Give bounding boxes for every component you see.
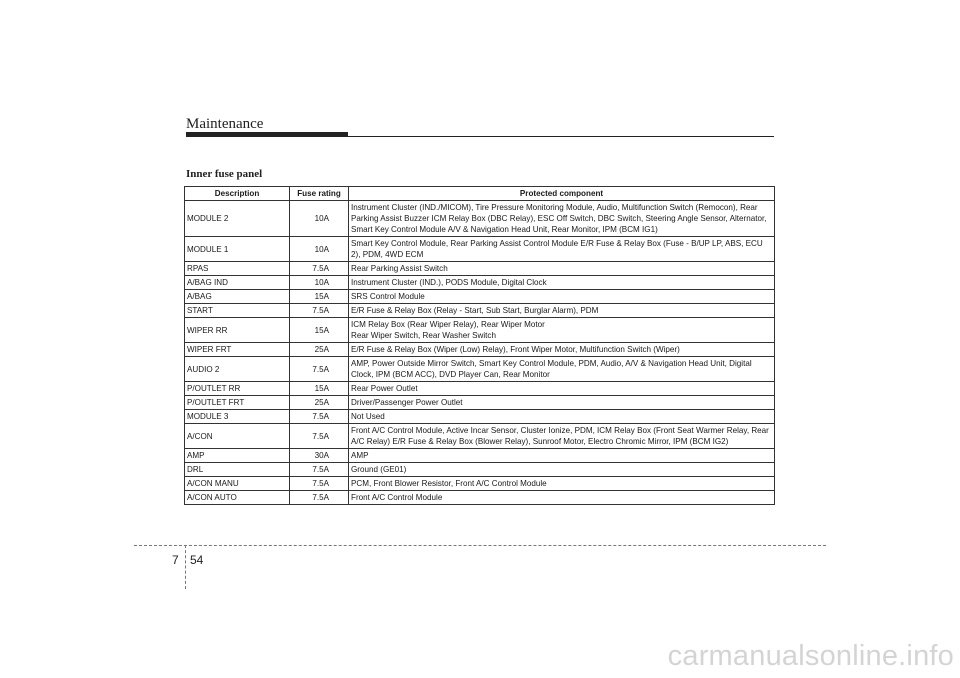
row-fuse-rating: 7.5A [290,491,349,505]
row-description: P/OUTLET RR [185,382,290,396]
row-protected-component: Driver/Passenger Power Outlet [349,396,775,410]
row-description: A/CON [185,424,290,449]
row-protected-component: Front A/C Control Module [349,491,775,505]
header-fuse-rating: Fuse rating [290,187,349,201]
row-description: DRL [185,463,290,477]
row-fuse-rating: 25A [290,396,349,410]
watermark-text: carmanualsonline.info [667,640,954,672]
row-fuse-rating: 15A [290,382,349,396]
row-fuse-rating: 25A [290,343,349,357]
table-row [185,449,775,463]
row-description: MODULE 1 [185,237,290,262]
row-protected-component: E/R Fuse & Relay Box (Relay - Start, Sub Start, Burglar Alarm), PDM [349,304,775,318]
row-description: MODULE 2 [185,201,290,237]
row-description: A/CON MANU [185,477,290,491]
row-fuse-rating: 7.5A [290,463,349,477]
table-row [185,491,775,505]
chapter-number: 7 [172,553,179,567]
row-fuse-rating: 7.5A [290,410,349,424]
row-protected-component: Instrument Cluster (IND./MICOM), Tire Pressure Monitoring Module, Audio, Multifunction Switch (Remocon), Rear Parking Assist Buzzer ICM Relay Box (DBC Relay), ESC Off Switch, DBC Switch, Steering Angle Sensor, Alternator, Smart Key Control Module A/V & Navigation Head Unit, Rear Monitor, IPM (BCM IG1) [349,201,775,237]
table-body [185,201,775,505]
table-row [185,396,775,410]
footer-rule [134,545,826,546]
row-fuse-rating: 10A [290,237,349,262]
header-protected-component: Protected component [349,187,775,201]
row-fuse-rating: 30A [290,449,349,463]
table-row [185,276,775,290]
row-fuse-rating: 7.5A [290,304,349,318]
table-row [185,410,775,424]
table-row [185,318,775,343]
header-rule [186,136,774,137]
row-description: WIPER RR [185,318,290,343]
table-row [185,382,775,396]
table-row [185,477,775,491]
table-row [185,290,775,304]
header-description: Description [185,187,290,201]
row-protected-component: ICM Relay Box (Rear Wiper Relay), Rear Wiper Motor Rear Wiper Switch, Rear Washer Switch [349,318,775,343]
row-fuse-rating: 7.5A [290,357,349,382]
page-header-title: Maintenance [186,116,264,132]
row-protected-component: AMP [349,449,775,463]
row-fuse-rating: 7.5A [290,424,349,449]
row-protected-component: E/R Fuse & Relay Box (Wiper (Low) Relay), Front Wiper Motor, Multifunction Switch (Wiper) [349,343,775,357]
row-description: A/CON AUTO [185,491,290,505]
row-protected-component: PCM, Front Blower Resistor, Front A/C Control Module [349,477,775,491]
row-description: A/BAG [185,290,290,304]
row-protected-component: Instrument Cluster (IND.), PODS Module, Digital Clock [349,276,775,290]
table-row [185,262,775,276]
row-fuse-rating: 10A [290,276,349,290]
row-fuse-rating: 15A [290,318,349,343]
row-description: MODULE 3 [185,410,290,424]
page-number: 54 [190,553,204,567]
table-row [185,357,775,382]
row-description: A/BAG IND [185,276,290,290]
row-description: AUDIO 2 [185,357,290,382]
row-protected-component: SRS Control Module [349,290,775,304]
row-protected-component: Ground (GE01) [349,463,775,477]
section-title: Inner fuse panel [186,168,263,180]
row-protected-component: Front A/C Control Module, Active Incar Sensor, Cluster Ionize, PDM, ICM Relay Box (Front Seat Warmer Relay, Rear A/C Relay) E/R Fuse & Relay Box (Blower Relay), Sunroof Motor, Electro Chromic Mirror, IPM (BCM IG2) [349,424,775,449]
row-fuse-rating: 15A [290,290,349,304]
row-fuse-rating: 10A [290,201,349,237]
row-description: START [185,304,290,318]
table-row [185,343,775,357]
fuse-table [184,186,775,505]
row-description: RPAS [185,262,290,276]
row-description: P/OUTLET FRT [185,396,290,410]
table-row [185,463,775,477]
row-fuse-rating: 7.5A [290,477,349,491]
row-protected-component: Rear Parking Assist Switch [349,262,775,276]
table-row [185,237,775,262]
table-row [185,424,775,449]
row-description: AMP [185,449,290,463]
row-protected-component: AMP, Power Outside Mirror Switch, Smart Key Control Module, PDM, Audio, A/V & Navigation Head Unit, Digital Clock, IPM (BCM ACC), DVD Player Can, Rear Monitor [349,357,775,382]
row-protected-component: Not Used [349,410,775,424]
footer-divider [185,545,186,589]
table-header-row [185,187,775,201]
row-description: WIPER FRT [185,343,290,357]
row-fuse-rating: 7.5A [290,262,349,276]
table-row [185,201,775,237]
table-row [185,304,775,318]
row-protected-component: Smart Key Control Module, Rear Parking Assist Control Module E/R Fuse & Relay Box (Fuse - B/UP LP, ABS, ECU 2), PDM, 4WD ECM [349,237,775,262]
row-protected-component: Rear Power Outlet [349,382,775,396]
